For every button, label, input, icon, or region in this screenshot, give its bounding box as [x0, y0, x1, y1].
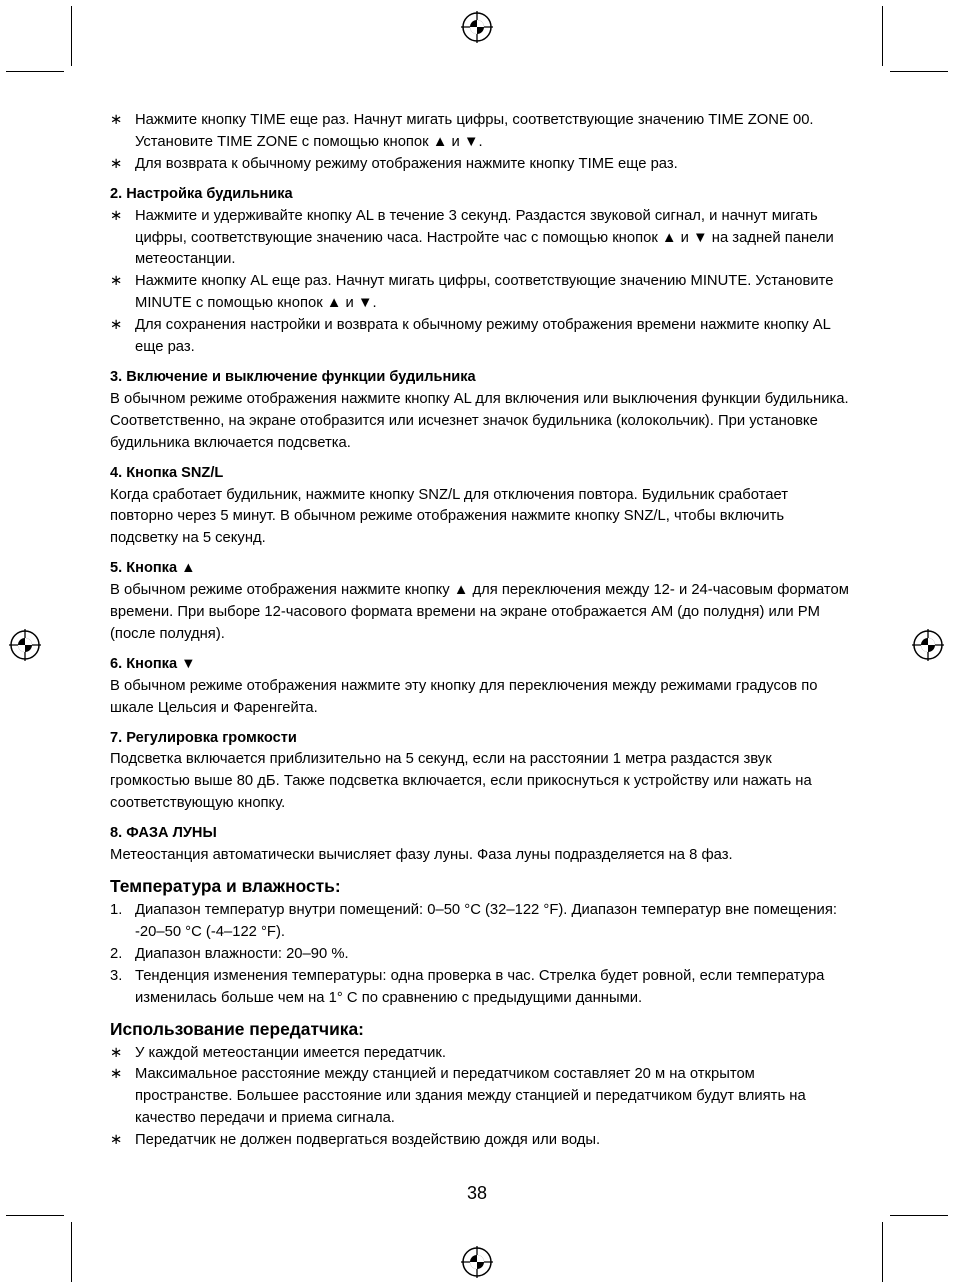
list-item [110, 110, 850, 154]
section-title: 6. Кнопка ▼ [110, 655, 196, 672]
section-title: 4. Кнопка SNZ/L [110, 464, 224, 481]
bullet-asterisk: ∗ [110, 155, 123, 172]
bullet-text: Передатчик не должен подвергаться воздействию дождя или воды. [135, 1132, 601, 1149]
bullet-text: У каждой метеостанции имеется передатчик. [135, 1044, 446, 1061]
page-number: 38 [466, 1183, 488, 1203]
list-item [110, 900, 850, 944]
section-title: 3. Включение и выключение функции будильника [110, 368, 476, 385]
section-title: 2. Настройка будильника [110, 185, 293, 202]
item-text: Диапазон влажности: 20–90 %. [135, 945, 349, 962]
bullet-text: Для сохранения настройки и возврата к обычному режиму отображения времени нажмите кнопку AL еще раз. [135, 317, 831, 356]
crop-mark [71, 6, 72, 66]
bullet-asterisk: ∗ [110, 273, 123, 290]
crop-mark [71, 1222, 72, 1282]
list-item [110, 966, 850, 1010]
crop-mark [890, 1215, 948, 1216]
bullet-asterisk: ∗ [110, 1044, 123, 1061]
crop-mark [882, 6, 883, 66]
registration-mark-icon [912, 629, 944, 661]
registration-mark-icon [461, 11, 493, 43]
list-item [110, 1043, 850, 1065]
list-item [110, 271, 850, 315]
bullet-text: Максимальное расстояние между станцией и передатчиком составляет 20 м на открытом пространстве. Большее расстояние или здания между станцией и передатчиком будут влиять на качество передачи и приема сигнала. [135, 1066, 806, 1127]
item-number: 2. [110, 945, 123, 962]
bullet-asterisk: ∗ [110, 112, 123, 128]
transmitter-heading: Использование передатчика: [110, 1018, 364, 1039]
section-title: 7. Регулировка громкости [110, 729, 297, 746]
section-paragraph: В обычном режиме отображения нажмите кнопку AL для включения или выключения функции будильника. Соответственно, на экране отобразится или исчезнет значок будильника (колокольчик). При установке будильника включается подсветка. [110, 390, 849, 451]
crop-mark [6, 71, 64, 72]
page-content [110, 110, 850, 1152]
section-paragraph: Подсветка включается приблизительно на 5 секунд, если на расстоянии 1 метра раздастся звук громкостью выше 80 дБ. Также подсветка включается, если прикоснуться к устройству или нажать на соответствующую кнопку. [110, 751, 812, 812]
registration-mark-icon [461, 1246, 493, 1278]
bullet-text: Нажмите кнопку TIME еще раз. Начнут мигать цифры, соответствующие значению TIME ZONE 00. Установите TIME ZONE с помощью кнопок ▲ и ▼. [135, 112, 814, 150]
section-paragraph: В обычном режиме отображения нажмите кнопку ▲ для переключения между 12- и 24-часовым форматом времени. При выборе 12-часового формата времени на экране отображается AM (до полудня) или PM (после полудня). [110, 582, 849, 642]
crop-mark [890, 71, 948, 72]
bullet-asterisk: ∗ [110, 1132, 123, 1149]
temperature-heading: Температура и влажность: [110, 876, 341, 896]
section-paragraph: В обычном режиме отображения нажмите эту кнопку для переключения между режимами градусов по шкале Цельсия и Фаренгейта. [110, 677, 818, 716]
list-item [110, 944, 850, 966]
item-number: 1. [110, 902, 123, 918]
section-paragraph: Когда сработает будильник, нажмите кнопку SNZ/L для отключения повтора. Будильник сработает повторно через 5 минут. В обычном режиме отображения нажмите кнопку SNZ/L, чтобы включить подсветку на 5 секунд. [110, 486, 788, 547]
list-item [110, 1130, 850, 1152]
bullet-text: Для возврата к обычному режиму отображения нажмите кнопку TIME еще раз. [135, 155, 678, 172]
bullet-text: Нажмите кнопку AL еще раз. Начнут мигать цифры, соответствующие значению MINUTE. Установите MINUTE с помощью кнопок ▲ и ▼. [135, 273, 834, 312]
bullet-asterisk: ∗ [110, 317, 123, 334]
registration-mark-icon [9, 629, 41, 661]
crop-mark [6, 1215, 64, 1216]
item-text: Диапазон температур внутри помещений: 0–50 °C (32–122 °F). Диапазон температур вне помещения: -20–50 °C (-4–122 °F). [135, 902, 837, 940]
bullet-asterisk: ∗ [110, 1066, 123, 1083]
list-item [110, 315, 850, 359]
bullet-asterisk: ∗ [110, 207, 123, 224]
section-paragraph: Метеостанция автоматически вычисляет фазу луны. Фаза луны подразделяется на 8 фаз. [110, 847, 733, 864]
list-item [110, 1064, 850, 1130]
section-title: 8. ФАЗА ЛУНЫ [110, 825, 217, 842]
list-item [110, 206, 850, 272]
crop-mark [882, 1222, 883, 1282]
bullet-text: Нажмите и удерживайте кнопку AL в течение 3 секунд. Раздастся звуковой сигнал, и начнут мигать цифры, соответствующие значению часа. Настройте час с помощью кнопок ▲ и ▼ на задней панели метеостанции. [135, 207, 834, 268]
item-number: 3. [110, 967, 123, 984]
list-item [110, 154, 850, 176]
item-text: Тенденция изменения температуры: одна проверка в час. Стрелка будет ровной, если температура изменилась больше чем на 1° C по сравнению с предыдущими данными. [135, 967, 825, 1006]
section-title: 5. Кнопка ▲ [110, 560, 196, 577]
